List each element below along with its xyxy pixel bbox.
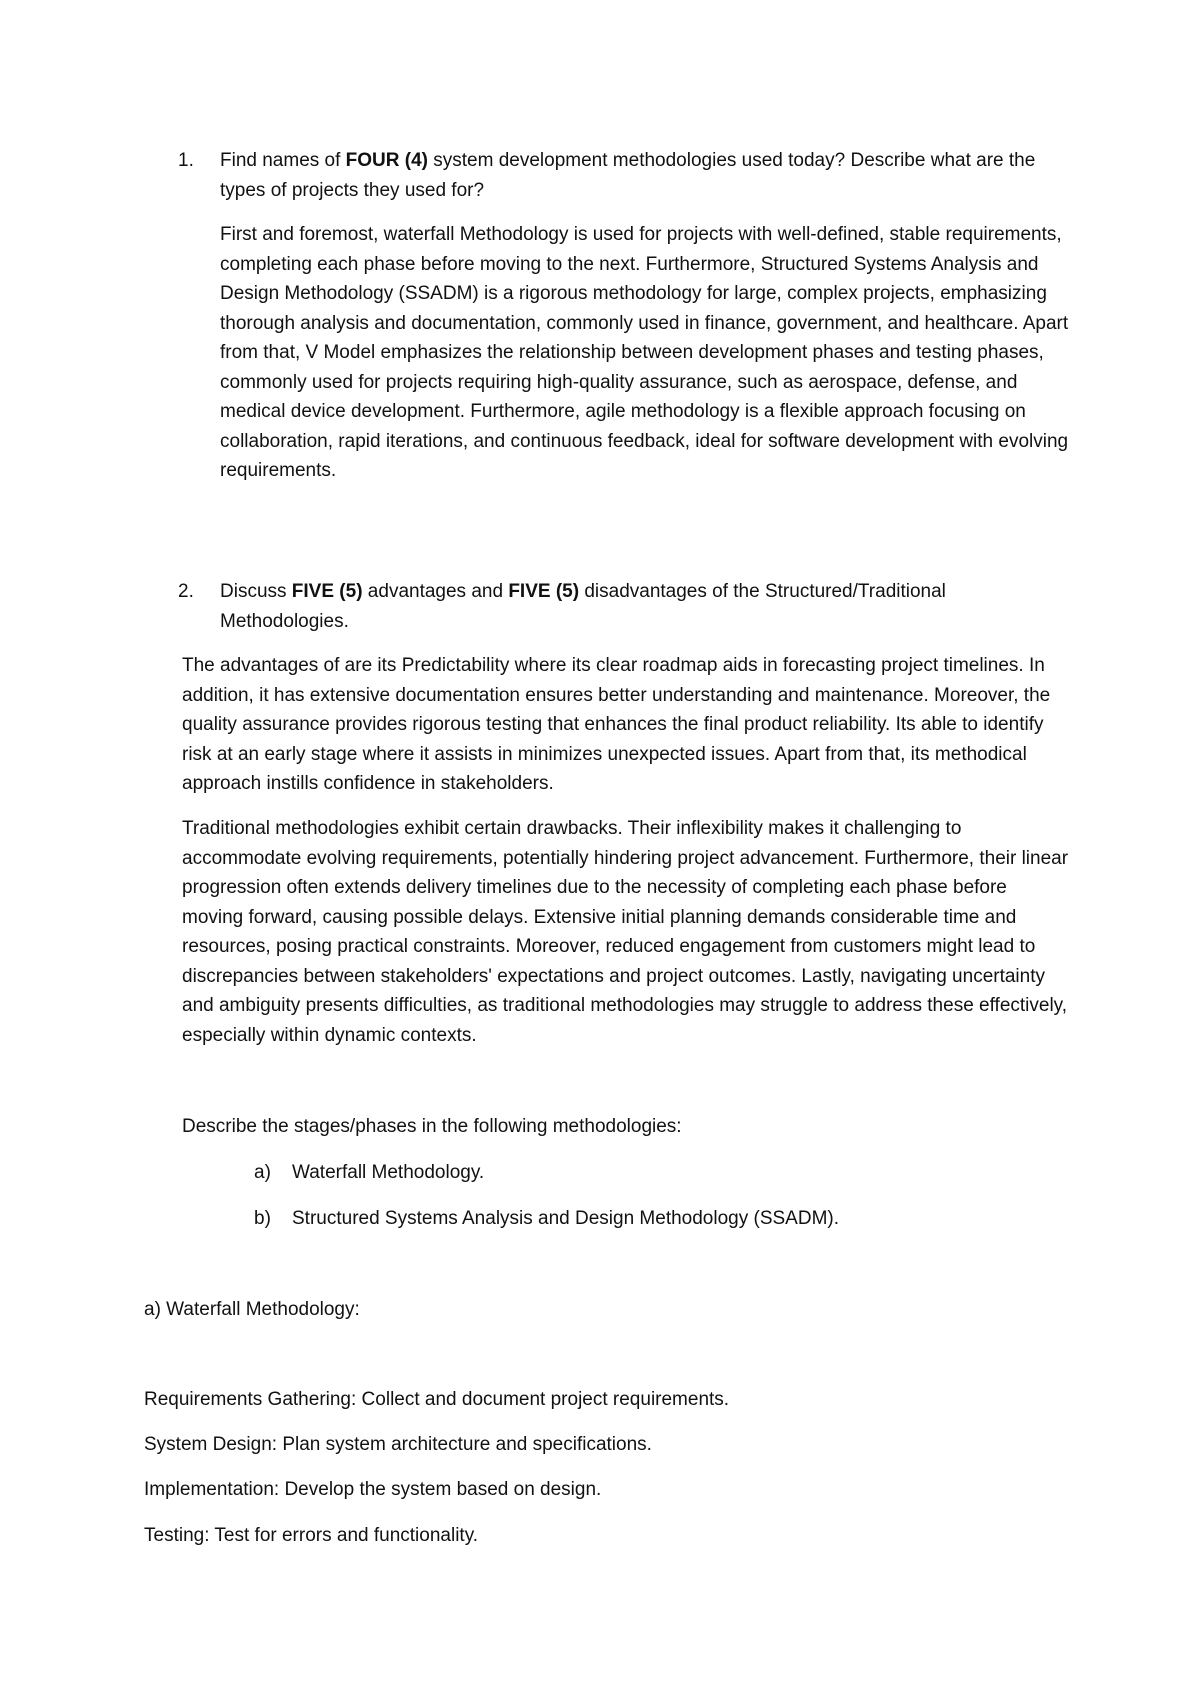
question-1-bold: FOUR (4) <box>345 150 428 171</box>
question-2-text-part: Discuss <box>220 581 292 602</box>
waterfall-stage: System Design: Plan system architecture and specifications. <box>144 1434 652 1455</box>
question-2-text-part: advantages and <box>362 581 509 602</box>
question-2-text-part: disadvantages of the Structured/Traditional Methodologies. <box>220 581 946 632</box>
waterfall-stage: Implementation: Develop the system based on design. <box>144 1479 602 1500</box>
question-1-text-part: system development methodologies used today? Describe what are the types of projects they used for? <box>220 150 1036 201</box>
question-1-number: 1. <box>178 150 194 171</box>
item-text: Waterfall Methodology. <box>292 1162 485 1183</box>
question-3-item-b <box>254 1204 839 1234</box>
question-1-text-part: Find names of <box>220 150 346 171</box>
question-2-bold: FIVE (5) <box>508 581 580 602</box>
disadvantages-paragraph: Traditional methodologies exhibit certain drawbacks. Their inflexibility makes it challenging to accommodate evolving requirements, potentially hindering project advancement. Furthermore, their linear progression often extends delivery timelines due to the necessity of completing each phase before moving forward, causing possible delays. Extensive initial planning demands considerable time and resources, posing practical constraints. Moreover, reduced engagement from customers might lead to discrepancies between stakeholders' expectations and project outcomes. Lastly, navigating uncertainty and ambiguity presents difficulties, as traditional methodologies may struggle to address these effectively, especially within dynamic contexts. <box>182 818 1069 1046</box>
question-2-number: 2. <box>178 581 194 602</box>
question-1 <box>178 146 1068 205</box>
advantages-paragraph: The advantages of are its Predictability where its clear roadmap aids in forecasting project timelines. In addition, it has extensive documentation ensures better understanding and maintenance. Moreover, the quality assurance provides rigorous testing that enhances the final product reliability. Its able to identify risk at an early stage where it assists in minimizes unexpected issues. Apart from that, its methodical approach instills confidence in stakeholders. <box>182 655 1051 794</box>
question-2-bold: FIVE (5) <box>291 581 363 602</box>
answer-1 <box>220 220 1070 486</box>
question-1-text <box>220 146 1068 205</box>
waterfall-stage: Requirements Gathering: Collect and document project requirements. <box>144 1389 730 1410</box>
item-label: b) <box>254 1208 271 1229</box>
item-label: a) <box>254 1162 271 1183</box>
waterfall-heading: a) Waterfall Methodology: <box>144 1299 360 1320</box>
waterfall-stage: Testing: Test for errors and functionality. <box>144 1525 479 1546</box>
question-3-item-a <box>254 1158 484 1188</box>
question-2-text <box>220 577 980 636</box>
answer-1-paragraph: First and foremost, waterfall Methodology is used for projects with well-defined, stable requirements, completing each phase before moving to the next. Furthermore, Structured Systems Analysis and Design Methodology (SSADM) is a rigorous methodology for large, complex projects, emphasizing thorough analysis and documentation, commonly used in finance, government, and healthcare. Apart from that, V Model emphasizes the relationship between development phases and testing phases, commonly used for projects requiring high-quality assurance, such as aerospace, defense, and medical device development. Furthermore, agile methodology is a flexible approach focusing on collaboration, rapid iterations, and continuous feedback, ideal for software development with evolving requirements. <box>220 224 1069 481</box>
answer-2-advantages <box>182 651 1070 799</box>
question-2 <box>178 577 1068 636</box>
question-3-prompt: Describe the stages/phases in the following methodologies: <box>182 1116 682 1137</box>
answer-2-disadvantages <box>182 814 1070 1050</box>
item-text: Structured Systems Analysis and Design Methodology (SSADM). <box>292 1208 840 1229</box>
